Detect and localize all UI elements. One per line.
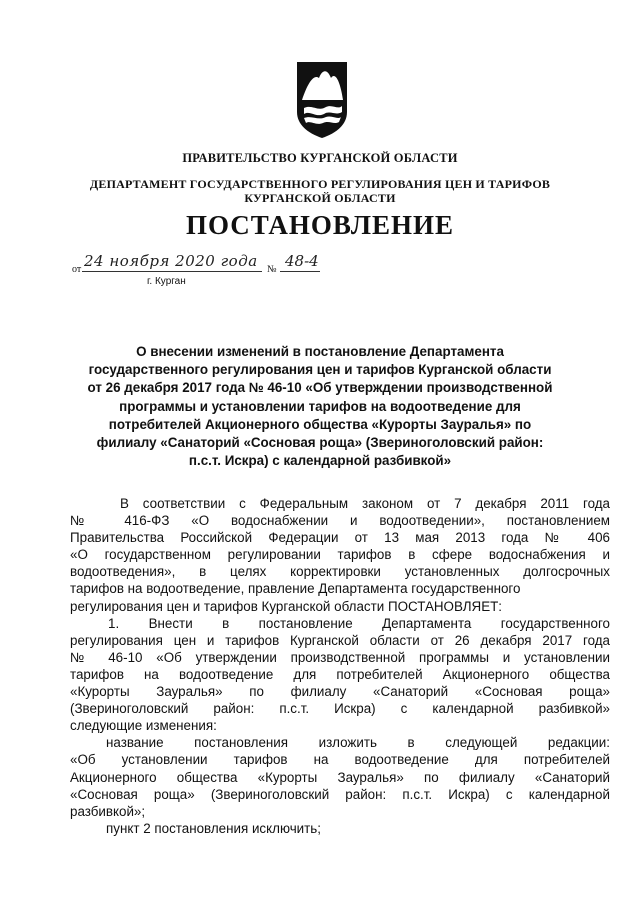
- body-line: № 416-ФЗ «О водоснабжении и водоотведении», постановлением: [70, 513, 610, 529]
- document-subject: [60, 343, 580, 470]
- coat-of-arms-icon: [294, 60, 350, 140]
- body-line: регулирования цен и тарифов Курганской области от 26 декабря 2017 года: [70, 632, 610, 648]
- government-title: ПРАВИТЕЛЬСТВО КУРГАНСКОЙ ОБЛАСТИ: [182, 151, 458, 165]
- subject-line: от 26 декабря 2017 года № 46-10 «Об утверждении производственной: [87, 380, 553, 396]
- body-line: 1. Внести в постановление Департамента государственного: [108, 615, 610, 631]
- number-underline: [280, 271, 320, 272]
- date-from-label: от: [72, 264, 82, 275]
- document-type-title: ПОСТАНОВЛЕНИЕ: [185, 210, 455, 240]
- subject-line: п.с.т. Искра) с календарной разбивкой»: [188, 453, 452, 469]
- body-line: (Звериноголовский район: п.с.т. Искра) с календарной разбивкой»: [70, 701, 610, 717]
- body-line: «Курорты Зауралья» по филиалу «Санаторий «Сосновая роща»: [70, 684, 610, 700]
- body-line: следующие изменения:: [70, 718, 217, 734]
- body-line: тарифов на водоотведение для потребителей Акционерного общества: [70, 666, 610, 682]
- body-line: В соответствии с Федеральным законом от 7 декабря 2011 года: [120, 496, 610, 511]
- handwritten-number: 48-4: [285, 252, 319, 270]
- body-line: Акционерного общества «Курорты Зауралья» по филиалу «Санаторий: [70, 769, 610, 785]
- subject-line: программы и установлении тарифов на водоотведение для: [119, 398, 521, 414]
- department-title-line2: КУРГАНСКОЙ ОБЛАСТИ: [244, 191, 396, 205]
- subject-line: потребителей Акционерного общества «Курорты Зауралья» по: [108, 416, 532, 432]
- dateline: [72, 252, 372, 282]
- date-underline: [82, 271, 262, 272]
- body-line: Правительства Российской Федерации от 13 мая 2013 года № 406: [70, 530, 610, 546]
- document-body: [70, 495, 610, 837]
- body-line: пункт 2 постановления исключить;: [106, 820, 321, 836]
- body-line: «О государственном регулировании тарифов в сфере водоснабжения и: [70, 547, 610, 563]
- body-line: «Сосновая роща» (Звериноголовский район: п.с.т. Искра) с календарной: [70, 786, 610, 802]
- handwritten-date: 24 ноября 2020 года: [84, 252, 258, 270]
- body-line: «Об установлении тарифов на водоотведение для потребителей: [70, 752, 610, 768]
- body-line: разбивкой»;: [70, 803, 146, 819]
- body-line: регулирования цен и тарифов Курганской области ПОСТАНОВЛЯЕТ:: [70, 598, 503, 614]
- body-line: тарифов на водоотведение, правление Департамента государственного: [70, 581, 521, 597]
- body-line: название постановления изложить в следующей редакции:: [106, 735, 610, 751]
- body-line: водоотведения», в целях корректировки установленных долгосрочных: [70, 564, 610, 580]
- subject-line: О внесении изменений в постановление Департамента: [136, 344, 504, 359]
- city-label: г. Курган: [147, 276, 186, 287]
- subject-line: государственного регулирования цен и тарифов Курганской области: [88, 362, 552, 378]
- number-label: №: [267, 264, 277, 275]
- subject-line: филиалу «Санаторий «Сосновая роща» (Звериноголовский район:: [96, 435, 544, 451]
- department-title-line1: ДЕПАРТАМЕНТ ГОСУДАРСТВЕННОГО РЕГУЛИРОВАНИЯ ЦЕН И ТАРИФОВ: [89, 177, 551, 191]
- body-line: № 46-10 «Об утверждении производственной программы и установлении: [70, 649, 610, 665]
